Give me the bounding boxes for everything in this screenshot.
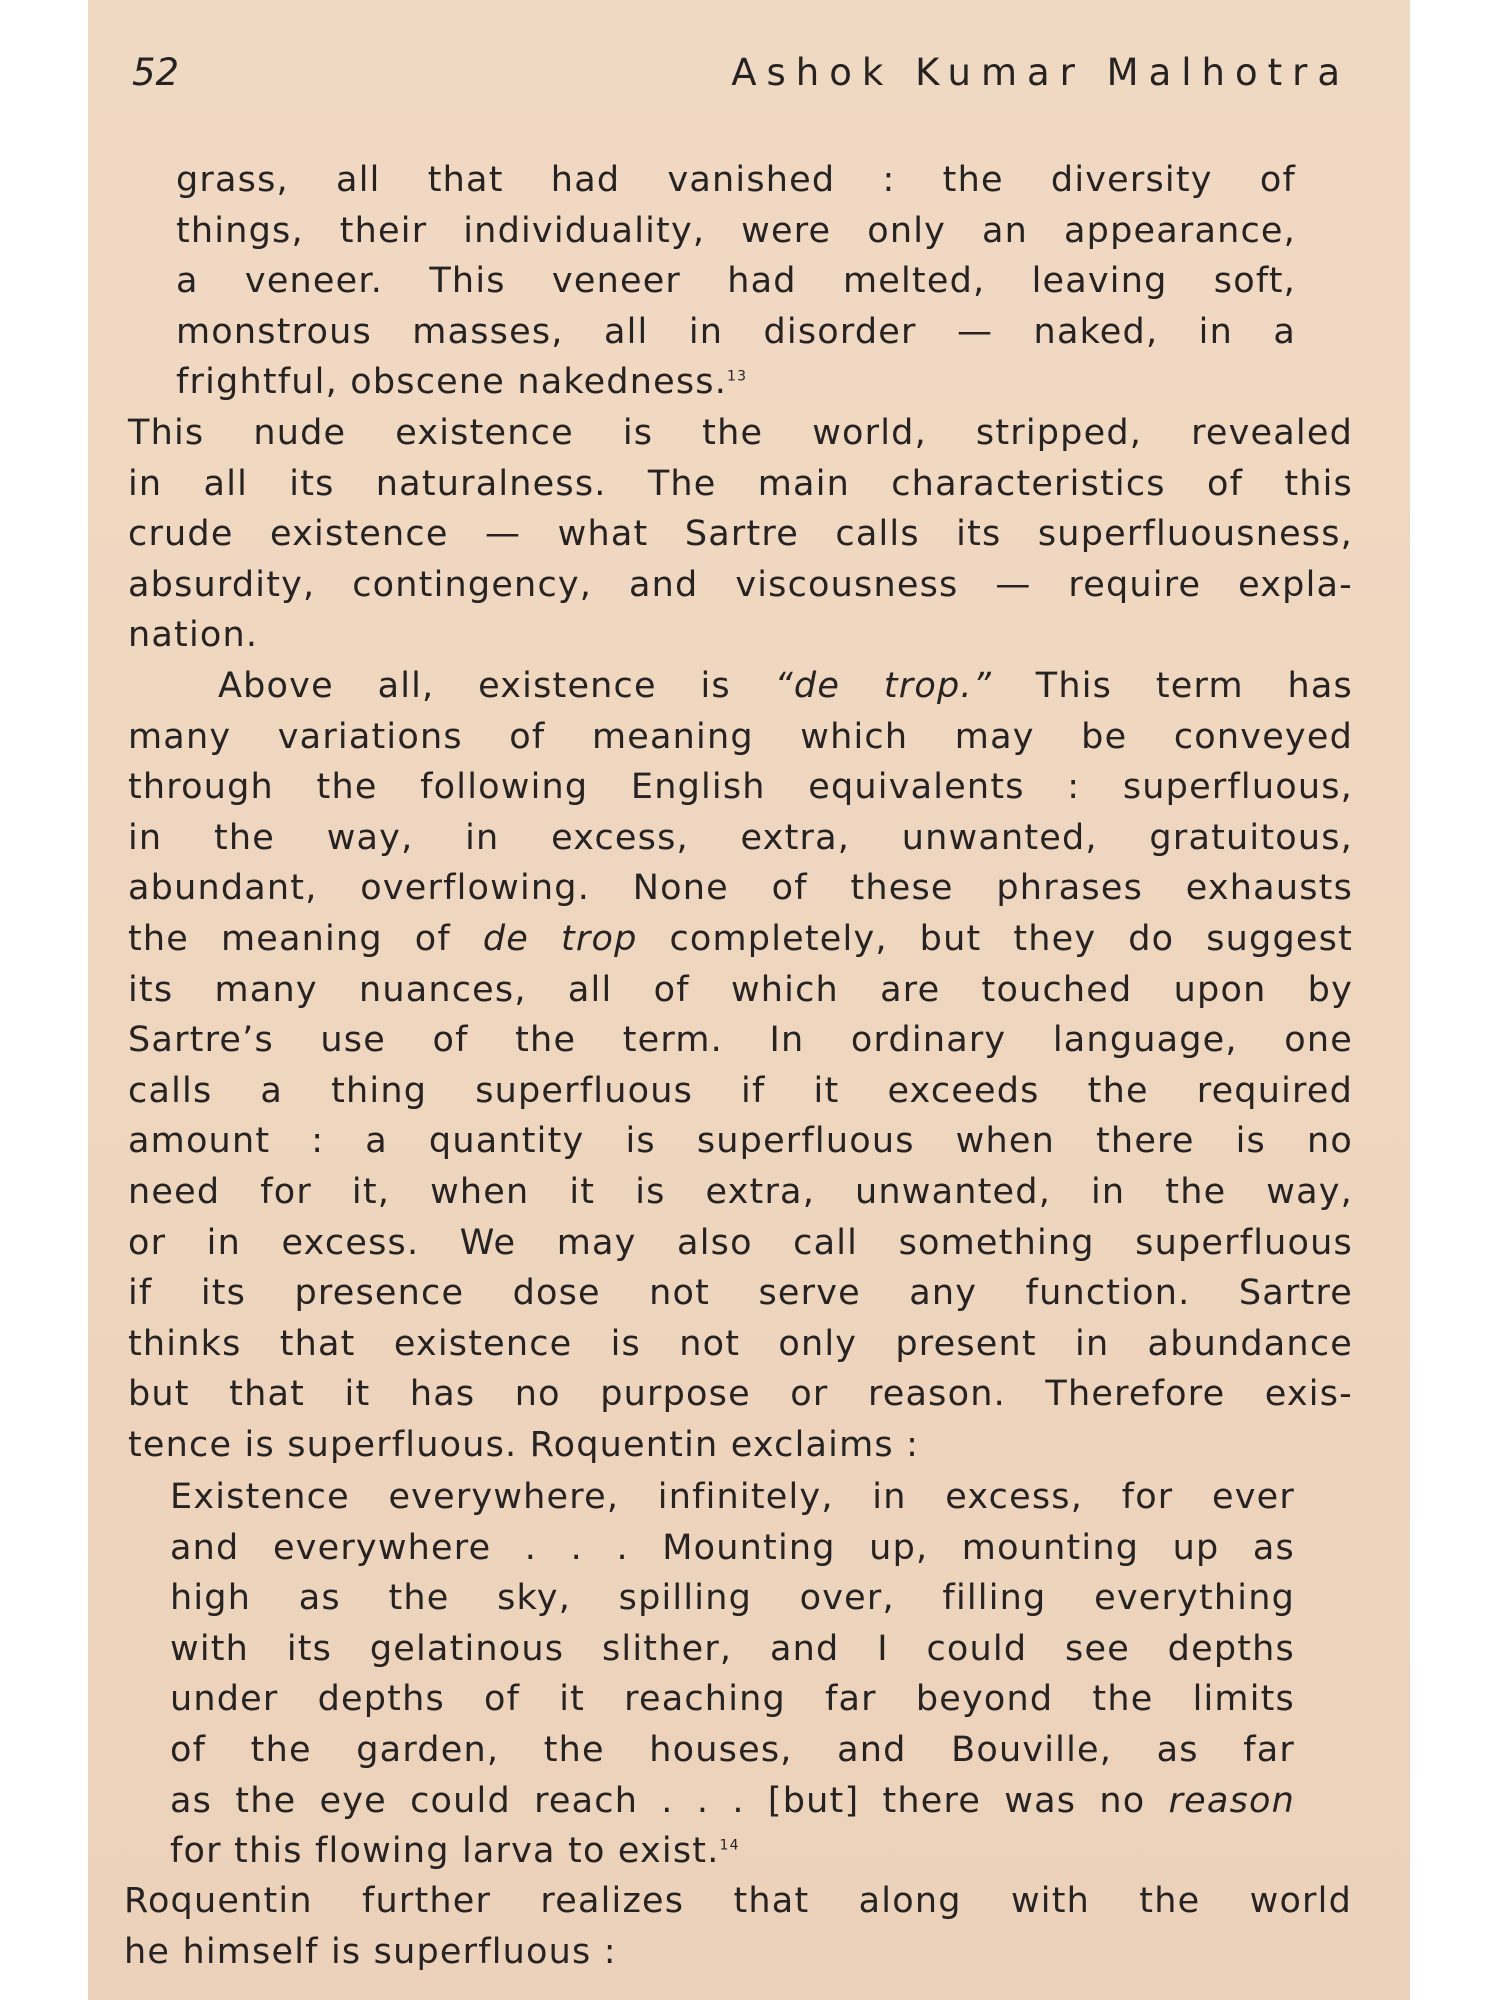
text-line: thinks that existence is not only present in abundance (128, 1323, 1353, 1364)
text-line: abundant, overflowing. None of these phrases exhausts (128, 868, 1353, 909)
text-line: things, their individuality, were only an appearance, (176, 210, 1296, 251)
paragraph-de-trop (128, 661, 1353, 1471)
text-line: Roquentin further realizes that along with the world (124, 1881, 1352, 1921)
block-quote-nausea-2 (170, 1472, 1295, 1877)
text-line: the meaning of de trop completely, but they do suggest (128, 918, 1353, 959)
italic-term: reason (1168, 1780, 1295, 1821)
text-line: with its gelatinous slither, and I could see depths (170, 1628, 1295, 1669)
text-line: many variations of meaning which may be conveyed (128, 716, 1353, 757)
text-line: in the way, in excess, extra, unwanted, gratuitous, (128, 817, 1353, 858)
text-line: he himself is superfluous : (124, 1931, 617, 1972)
text-line: high as the sky, spilling over, filling everything (170, 1578, 1295, 1619)
text-line: absurdity, contingency, and viscousness — require expla- (128, 564, 1353, 605)
page-number: 52 (132, 51, 180, 94)
text-line: for this flowing larva to exist.$^{14}$ (170, 1831, 740, 1872)
text-line: frightful, obscene nakedness.$^{13}$ (176, 362, 748, 403)
text-line: need for it, when it is extra, unwanted, in the way, (128, 1171, 1353, 1212)
text-line: tence is superfluous. Roquentin exclaims : (128, 1424, 920, 1465)
text-line: This nude existence is the world, stripped, revealed (128, 413, 1353, 453)
text-line: monstrous masses, all in disorder — naked, in a (176, 311, 1296, 352)
text-line: but that it has no purpose or reason. Therefore exis- (128, 1374, 1353, 1415)
footnote-ref-13: 13 (727, 368, 748, 385)
text-line: under depths of it reaching far beyond the limits (170, 1679, 1295, 1720)
text-line: nation. (128, 615, 259, 656)
text-line: through the following English equivalents : superfluous, (128, 767, 1353, 808)
text-line: grass, all that had vanished : the diversity of (176, 160, 1296, 200)
text-line: Existence everywhere, infinitely, in excess, for ever (170, 1477, 1295, 1517)
italic-term: de trop (482, 918, 638, 959)
text-line: calls a thing superfluous if it exceeds the required (128, 1070, 1353, 1111)
italic-term: “de trop.” (774, 666, 993, 706)
text-line: if its presence dose not serve any function. Sartre (128, 1273, 1353, 1314)
running-head-author: Ashok Kumar Malhotra (731, 51, 1350, 94)
text-line: or in excess. We may also call something superfluous (128, 1222, 1353, 1263)
text-line: amount : a quantity is superfluous when there is no (128, 1121, 1353, 1162)
running-head (132, 48, 1350, 98)
paragraph-roquentin-superfluous (124, 1876, 1352, 1977)
text-line: crude existence — what Sartre calls its superfluousness, (128, 514, 1353, 555)
footnote-ref-14: 14 (719, 1837, 740, 1854)
block-quote-nausea-1 (176, 155, 1296, 408)
text-line: its many nuances, all of which are touched upon by (128, 969, 1353, 1010)
text-line: Above all, existence is “de trop.” This term has (218, 666, 1353, 706)
text-line: and everywhere . . . Mounting up, mounting up as (170, 1527, 1295, 1568)
text-line: as the eye could reach . . . [but] there was no reason (170, 1780, 1295, 1821)
book-page (88, 0, 1410, 2000)
text-line: a veneer. This veneer had melted, leaving soft, (176, 261, 1296, 302)
paragraph-nude-existence (128, 408, 1353, 661)
text-line: Sartre’s use of the term. In ordinary language, one (128, 1020, 1353, 1061)
text-line: of the garden, the houses, and Bouville, as far (170, 1729, 1295, 1770)
text-line: in all its naturalness. The main characteristics of this (128, 463, 1353, 504)
